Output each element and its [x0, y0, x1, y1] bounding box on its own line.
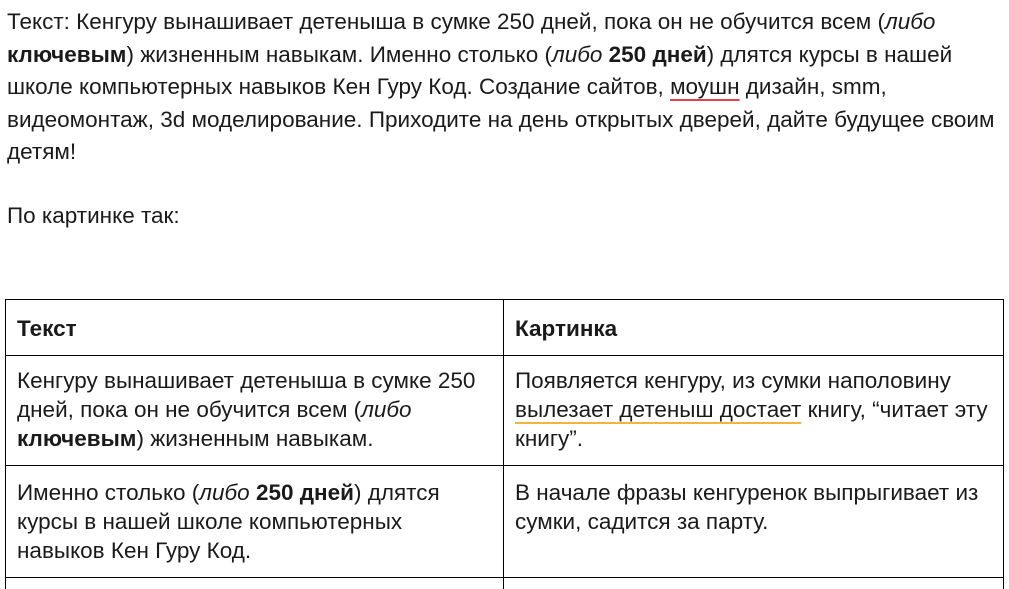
paragraph-italic-1: либо: [885, 9, 936, 34]
cell-text-b: ) жизненным навыкам.: [136, 426, 374, 451]
cell-bold: 250 дней: [255, 480, 354, 505]
table-cell-text: [6, 356, 504, 466]
table-cell-picture: В начале фразы кенгуренок выпрыгивает из сумки, садится за парту.: [504, 466, 1004, 578]
body-paragraph: [7, 6, 1003, 169]
paragraph-text-2: ) жизненным навыкам. Именно столько (: [126, 41, 553, 67]
paragraph-bold-1: ключевым: [7, 41, 127, 67]
storyboard-table: [5, 299, 1004, 589]
table-row: [6, 466, 1004, 578]
header-picture: Картинка: [504, 300, 1004, 356]
cell-text-a: Именно столько (: [17, 480, 200, 505]
table-header-row: [6, 300, 1004, 356]
table-cell-picture: [504, 356, 1004, 466]
intro-line: По картинке так:: [7, 203, 180, 228]
table-cell-text: [6, 466, 504, 578]
cell-italic: либо: [361, 397, 412, 422]
table-row: [6, 578, 1004, 589]
header-text: Текст: [6, 300, 504, 356]
table-cell-picture: [504, 578, 1004, 589]
paragraph-text-1: Текст: Кенгуру вынашивает детеныша в сумке 250 дней, пока он не обучится всем (: [7, 9, 886, 34]
cell-pic-a: Появляется кенгуру, из сумки наполовину: [515, 368, 951, 393]
table-cell-text: [6, 578, 504, 589]
paragraph-text-3: ) длятся курсы в нашей школе компьютерных навыков Кен Гуру Код. Создание сайтов,: [7, 41, 953, 99]
cell-bold: ключевым: [17, 426, 137, 451]
paragraph-italic-2: либо: [552, 41, 603, 67]
misspelled-word[interactable]: моушн: [670, 74, 740, 99]
table-row: [6, 356, 1004, 466]
cell-text-b: ) длятся курсы в нашей школе компьютерных навыков Кен Гуру Код.: [17, 480, 440, 563]
paragraph-bold-2: 250 дней: [608, 41, 707, 67]
cell-text-a: Кенгуру вынашивает детеныша в сумке 250 дней, пока он не обучится всем (: [17, 368, 476, 422]
cell-pic-b: книгу, “читает эту книгу”.: [515, 397, 988, 451]
paragraph-text-4: дизайн, smm, видеомонтаж, 3d моделирование. Приходите на день открытых дверей, дайте будущее своим детям!: [7, 74, 995, 164]
cell-italic: либо: [199, 480, 250, 505]
highlighted-phrase[interactable]: вылезает детеныш достает: [515, 397, 802, 422]
